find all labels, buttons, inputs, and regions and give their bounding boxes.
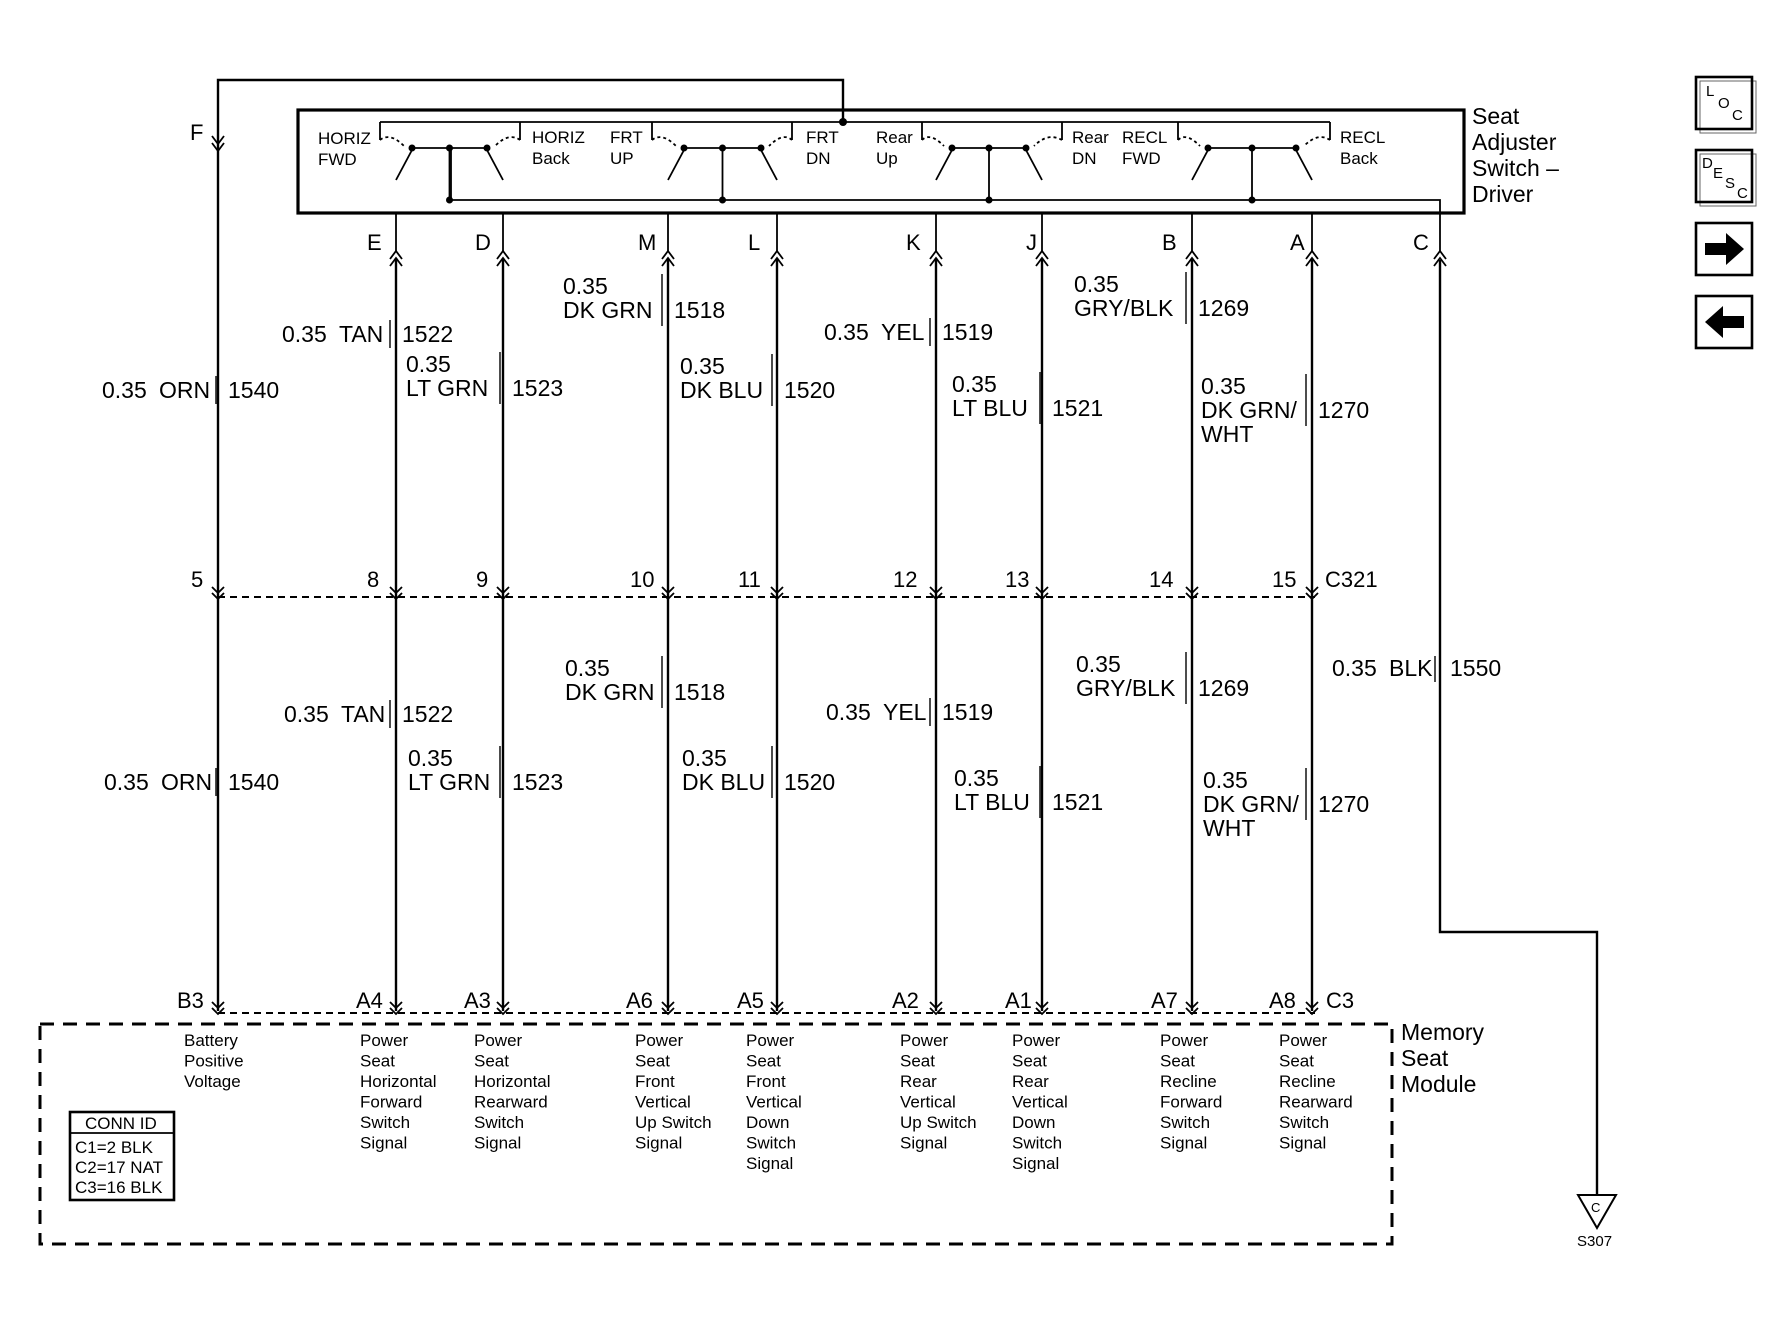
- wire-size: 0.35: [406, 351, 451, 377]
- wire-label-1522: [282, 320, 453, 348]
- signal-line: Power: [746, 1031, 795, 1050]
- signal-line: Horizontal: [474, 1072, 551, 1091]
- bus-splice-dot: [1249, 197, 1256, 204]
- wire-size: 0.35: [284, 701, 329, 727]
- switch-label-horiz-back-1: HORIZ: [532, 128, 585, 147]
- switch-label-rear-up-2: Up: [876, 149, 898, 168]
- signal-desc-A7: [1160, 1031, 1222, 1153]
- switch-blade: [487, 150, 503, 180]
- wire-circuit: 1521: [1052, 395, 1104, 421]
- signal-desc-A1: [1012, 1031, 1068, 1173]
- signal-line: Switch: [1160, 1113, 1211, 1132]
- signal-line: Front: [746, 1072, 786, 1091]
- wire-size: 0.35: [824, 319, 869, 345]
- ground-symbol: [1577, 1195, 1616, 1250]
- switch-throw: [1034, 137, 1062, 146]
- wire-circuit: 1540: [228, 769, 280, 795]
- wire-color: DK GRN/: [1203, 791, 1299, 817]
- wire-color: TAN: [339, 321, 384, 347]
- switch-contacts: [380, 137, 1330, 203]
- switch-throw: [652, 137, 676, 146]
- signal-line: Signal: [635, 1133, 683, 1153]
- seat-adjuster-switch: [298, 110, 1464, 213]
- signal-line: Vertical: [900, 1092, 956, 1112]
- wire-circuit: 1520: [784, 377, 836, 403]
- svg-text:D: D: [1702, 155, 1713, 172]
- conn-id-row-2: C2=17 NAT: [75, 1158, 164, 1177]
- signal-line: Recline: [1160, 1072, 1217, 1091]
- wire-label-1540: [102, 376, 279, 404]
- switch-pin-C: C: [1413, 230, 1429, 255]
- wire-size: 0.35: [563, 273, 608, 299]
- signal-line: Rearward: [474, 1092, 548, 1112]
- svg-text:Memory: Memory: [1401, 1019, 1485, 1045]
- bus-splice-dot: [446, 145, 453, 152]
- wire-label-1270: [1203, 767, 1369, 841]
- module-pin-A6: A6: [626, 988, 653, 1013]
- switch-throw: [769, 137, 792, 146]
- svg-text:C: C: [1737, 185, 1748, 202]
- wire-size: 0.35: [680, 353, 725, 379]
- wire-color: YEL: [883, 699, 927, 725]
- signal-line: Positive: [184, 1051, 244, 1071]
- bus-splice-dot: [986, 197, 993, 204]
- wire-circuit: 1523: [512, 375, 564, 401]
- wire-circuit: 1523: [512, 769, 564, 795]
- conn-id-table: [70, 1112, 174, 1200]
- ground-symbol-letter: C: [1591, 1200, 1601, 1215]
- signal-line: Signal: [474, 1133, 522, 1153]
- signal-line: Seat: [1279, 1051, 1314, 1071]
- inline-pin-8: 8: [367, 567, 380, 592]
- conn-id-title: CONN ID: [85, 1114, 157, 1133]
- module-connector-pins: [177, 988, 1296, 1013]
- feed-pin-label: F: [190, 120, 204, 145]
- module-pin-A7: A7: [1151, 988, 1178, 1013]
- signal-line: Down: [1012, 1113, 1056, 1132]
- signal-line: Power: [474, 1031, 523, 1050]
- signal-desc-A2: [900, 1031, 977, 1153]
- svg-text:Adjuster: Adjuster: [1472, 129, 1557, 155]
- wire-color: YEL: [881, 319, 925, 345]
- svg-text:C: C: [1732, 107, 1743, 124]
- signal-desc-A3: [474, 1031, 551, 1153]
- conn-id-row-3: C3=16 BLK: [75, 1178, 163, 1197]
- inline-connector-label: C321: [1325, 567, 1378, 592]
- wire-color: DK GRN: [565, 679, 655, 705]
- wire-color: DK BLU: [680, 377, 764, 403]
- inline-pin-9: 9: [476, 567, 489, 592]
- switch-throw: [495, 137, 520, 146]
- wire-label-1521: [952, 371, 1103, 424]
- wire-size: 0.35: [104, 769, 149, 795]
- wire-color: TAN: [341, 701, 386, 727]
- wire-label-1518: [563, 273, 725, 326]
- switch-label-recl-fwd-1: RECL: [1122, 128, 1168, 147]
- switch-label-rear-dn-2: DN: [1072, 149, 1097, 168]
- wire-circuit: 1269: [1198, 295, 1250, 321]
- bus-splice-dot: [986, 145, 993, 152]
- module-pin-A4: A4: [356, 988, 383, 1013]
- signal-line: Up Switch: [900, 1113, 977, 1132]
- wire-size: 0.35: [952, 371, 997, 397]
- wire-circuit: 1518: [674, 679, 726, 705]
- svg-text:Switch –: Switch –: [1472, 155, 1559, 181]
- switch-pin-B: B: [1162, 230, 1177, 255]
- switch-label-horiz-fwd-2: FWD: [318, 150, 357, 169]
- module-pin-A5: A5: [737, 988, 764, 1013]
- switch-blade: [1296, 150, 1312, 180]
- signal-line: Voltage: [184, 1072, 241, 1091]
- signal-line: Power: [1012, 1031, 1061, 1050]
- wire-circuit: 1518: [674, 297, 726, 323]
- wire-color: GRY/BLK: [1074, 295, 1174, 321]
- signal-line: Signal: [360, 1133, 408, 1153]
- wire-circuit: 1270: [1318, 397, 1370, 423]
- module-signal-descriptions: [184, 1031, 1353, 1173]
- wire-label-1523: [408, 745, 563, 798]
- inline-pin-5: 5: [191, 567, 204, 592]
- switch-blade: [936, 150, 952, 180]
- switch-label-frt-dn-1: FRT: [806, 128, 839, 147]
- module-pin-A3: A3: [464, 988, 491, 1013]
- signal-line: Switch: [1012, 1133, 1063, 1153]
- signal-line: Signal: [900, 1133, 948, 1153]
- bus-splice-dot: [446, 197, 453, 204]
- signal-desc-A5: [746, 1031, 802, 1173]
- switch-pin-L: L: [748, 230, 761, 255]
- svg-text:L: L: [1706, 83, 1715, 100]
- signal-line: Forward: [360, 1092, 423, 1112]
- wire-size: 0.35: [1201, 373, 1246, 399]
- signal-line: Seat: [1160, 1051, 1195, 1071]
- svg-text:S: S: [1725, 175, 1736, 192]
- switch-label-frt-up-2: UP: [610, 149, 634, 168]
- svg-text:O: O: [1718, 95, 1730, 112]
- wire-label-1521: [954, 765, 1103, 818]
- signal-line: Power: [360, 1031, 409, 1050]
- bus-splice-dot: [719, 197, 726, 204]
- ground-wire-route: [1440, 260, 1597, 1195]
- wire-circuit: 1540: [228, 377, 280, 403]
- signal-line: Vertical: [635, 1092, 691, 1112]
- switch-throw: [380, 137, 404, 146]
- wire-size: 0.35: [282, 321, 327, 347]
- svg-text:0.35: 0.35: [1332, 655, 1377, 681]
- wire-circuit: 1520: [784, 769, 836, 795]
- signal-line: Front: [635, 1072, 675, 1091]
- switch-label-horiz-back-2: Back: [532, 149, 570, 168]
- switch-label-recl-back-1: RECL: [1340, 128, 1386, 147]
- signal-line: Down: [746, 1113, 790, 1132]
- inline-pin-12: 12: [893, 567, 918, 592]
- wire-size: 0.35: [682, 745, 727, 771]
- switch-pin-E: E: [367, 230, 382, 255]
- wire-label-1540: [104, 768, 279, 796]
- wire-circuit: 1269: [1198, 675, 1250, 701]
- wire-label-1270: [1201, 373, 1369, 447]
- wire-color: ORN: [159, 377, 211, 403]
- switch-throw: [1178, 137, 1200, 146]
- wire-size: 0.35: [565, 655, 610, 681]
- switch-connector-pins: [367, 230, 1429, 255]
- signal-line: Battery: [184, 1031, 238, 1050]
- wire-color: LT BLU: [954, 789, 1030, 815]
- signal-line: Switch: [360, 1113, 411, 1132]
- svg-text:BLK: BLK: [1389, 655, 1433, 681]
- switch-pin-D: D: [475, 230, 491, 255]
- switch-label-recl-fwd-2: FWD: [1122, 149, 1161, 168]
- svg-text:Driver: Driver: [1472, 181, 1534, 207]
- svg-text:Seat: Seat: [1401, 1045, 1449, 1071]
- wire-color: LT GRN: [406, 375, 489, 401]
- wire-circuit: 1522: [402, 701, 454, 727]
- wire-label-1520: [680, 353, 835, 406]
- feed-splice-dot: [839, 118, 847, 126]
- module-connector-label: C3: [1326, 988, 1355, 1013]
- signal-line: Power: [1160, 1031, 1209, 1050]
- module-pin-A8: A8: [1269, 988, 1296, 1013]
- wire-color: DK GRN/: [1201, 397, 1297, 423]
- signal-desc-A6: [635, 1031, 712, 1153]
- inline-pin-14: 14: [1149, 567, 1174, 592]
- wire-label-1269: [1074, 271, 1249, 324]
- signal-line: Forward: [1160, 1092, 1223, 1112]
- switch-blade: [1192, 150, 1208, 180]
- ground-splice-label: S307: [1577, 1233, 1613, 1250]
- loc-button[interactable]: [1696, 77, 1756, 133]
- svg-text:1550: 1550: [1450, 655, 1502, 681]
- wire-color: GRY/BLK: [1076, 675, 1176, 701]
- next-button[interactable]: [1696, 223, 1752, 275]
- wire-labels: [102, 271, 1369, 841]
- wire-color-2: WHT: [1201, 421, 1254, 447]
- wire-size: 0.35: [954, 765, 999, 791]
- switch-label-recl-back-2: Back: [1340, 149, 1378, 168]
- svg-text:E: E: [1713, 165, 1724, 182]
- signal-line: Signal: [1279, 1133, 1327, 1153]
- wire-circuit: 1519: [942, 699, 994, 725]
- switch-pin-M: M: [638, 230, 657, 255]
- switch-blade: [1026, 150, 1042, 180]
- signal-line: Rear: [900, 1072, 937, 1091]
- memory-seat-module-title: [1401, 1019, 1485, 1097]
- signal-line: Seat: [360, 1051, 395, 1071]
- inline-pin-15: 15: [1272, 567, 1297, 592]
- signal-line: Vertical: [1012, 1092, 1068, 1112]
- switch-pin-A: A: [1290, 230, 1305, 255]
- signal-line: Recline: [1279, 1072, 1336, 1091]
- signal-line: Seat: [1012, 1051, 1047, 1071]
- signal-line: Rear: [1012, 1072, 1049, 1091]
- switch-label-frt-dn-2: DN: [806, 149, 831, 168]
- inline-pin-13: 13: [1005, 567, 1030, 592]
- signal-line: Signal: [1012, 1154, 1060, 1173]
- wire-color: ORN: [161, 769, 213, 795]
- wire-label-1519: [824, 318, 993, 346]
- signal-line: Seat: [474, 1051, 509, 1071]
- inline-connector-pins: [191, 567, 1296, 592]
- signal-line: Switch: [746, 1133, 797, 1153]
- switch-blade: [668, 150, 684, 180]
- ground-wire-label: [1332, 655, 1501, 682]
- circuit-wires: [212, 136, 1446, 1014]
- wire-size: 0.35: [826, 699, 871, 725]
- switch-blade: [761, 150, 777, 180]
- signal-line: Switch: [1279, 1113, 1330, 1132]
- signal-line: Up Switch: [635, 1113, 712, 1132]
- inline-pin-10: 10: [630, 567, 655, 592]
- signal-desc-A8: [1279, 1031, 1353, 1153]
- wire-color: LT GRN: [408, 769, 491, 795]
- wire-size: 0.35: [1203, 767, 1248, 793]
- switch-pin-K: K: [906, 230, 921, 255]
- signal-line: Rearward: [1279, 1092, 1353, 1112]
- module-pin-B3: B3: [177, 988, 204, 1013]
- switch-throw: [922, 137, 944, 146]
- wire-label-1523: [406, 351, 563, 404]
- signal-desc-B3: [184, 1031, 244, 1091]
- signal-line: Signal: [746, 1154, 794, 1173]
- signal-desc-A4: [360, 1031, 437, 1153]
- switch-label-frt-up-1: FRT: [610, 128, 643, 147]
- wire-size: 0.35: [102, 377, 147, 403]
- switch-pin-J: J: [1026, 230, 1037, 255]
- wire-color: DK BLU: [682, 769, 766, 795]
- switch-label-horiz-fwd-1: HORIZ: [318, 129, 371, 148]
- inline-pin-11: 11: [738, 567, 761, 592]
- wire-label-1518: [565, 655, 725, 708]
- wire-color: LT BLU: [952, 395, 1028, 421]
- switch-blade: [396, 150, 412, 180]
- bus-splice-dot: [1249, 145, 1256, 152]
- wire-label-1520: [682, 745, 835, 798]
- signal-line: Seat: [635, 1051, 670, 1071]
- bus-splice-dot: [719, 145, 726, 152]
- signal-line: Power: [635, 1031, 684, 1050]
- switch-label-rear-up-1: Rear: [876, 128, 913, 147]
- wire-circuit: 1521: [1052, 789, 1104, 815]
- seat-adjuster-title: [1472, 103, 1559, 207]
- wire-label-1522: [284, 700, 453, 728]
- wire-size: 0.35: [408, 745, 453, 771]
- svg-text:Module: Module: [1401, 1071, 1477, 1097]
- wire-size: 0.35: [1076, 651, 1121, 677]
- wire-label-1269: [1076, 651, 1249, 704]
- signal-line: Signal: [1160, 1133, 1208, 1153]
- conn-id-row-1: C1=2 BLK: [75, 1138, 153, 1157]
- signal-line: Horizontal: [360, 1072, 437, 1091]
- module-pin-A1: A1: [1005, 988, 1032, 1013]
- wire-label-1519: [826, 698, 993, 726]
- signal-line: Power: [900, 1031, 949, 1050]
- prev-button[interactable]: [1696, 296, 1752, 348]
- module-pin-A2: A2: [892, 988, 919, 1013]
- signal-line: Power: [1279, 1031, 1328, 1050]
- wire-circuit: 1270: [1318, 791, 1370, 817]
- wire-circuit: 1519: [942, 319, 994, 345]
- desc-button[interactable]: [1696, 150, 1756, 206]
- signal-line: Seat: [900, 1051, 935, 1071]
- wire-color: DK GRN: [563, 297, 653, 323]
- signal-line: Seat: [746, 1051, 781, 1071]
- signal-line: Vertical: [746, 1092, 802, 1112]
- switch-label-rear-dn-1: Rear: [1072, 128, 1109, 147]
- wire-circuit: 1522: [402, 321, 454, 347]
- wire-size: 0.35: [1074, 271, 1119, 297]
- wire-color-2: WHT: [1203, 815, 1256, 841]
- signal-line: Switch: [474, 1113, 525, 1132]
- switch-throw: [1304, 137, 1330, 146]
- svg-text:Seat: Seat: [1472, 103, 1520, 129]
